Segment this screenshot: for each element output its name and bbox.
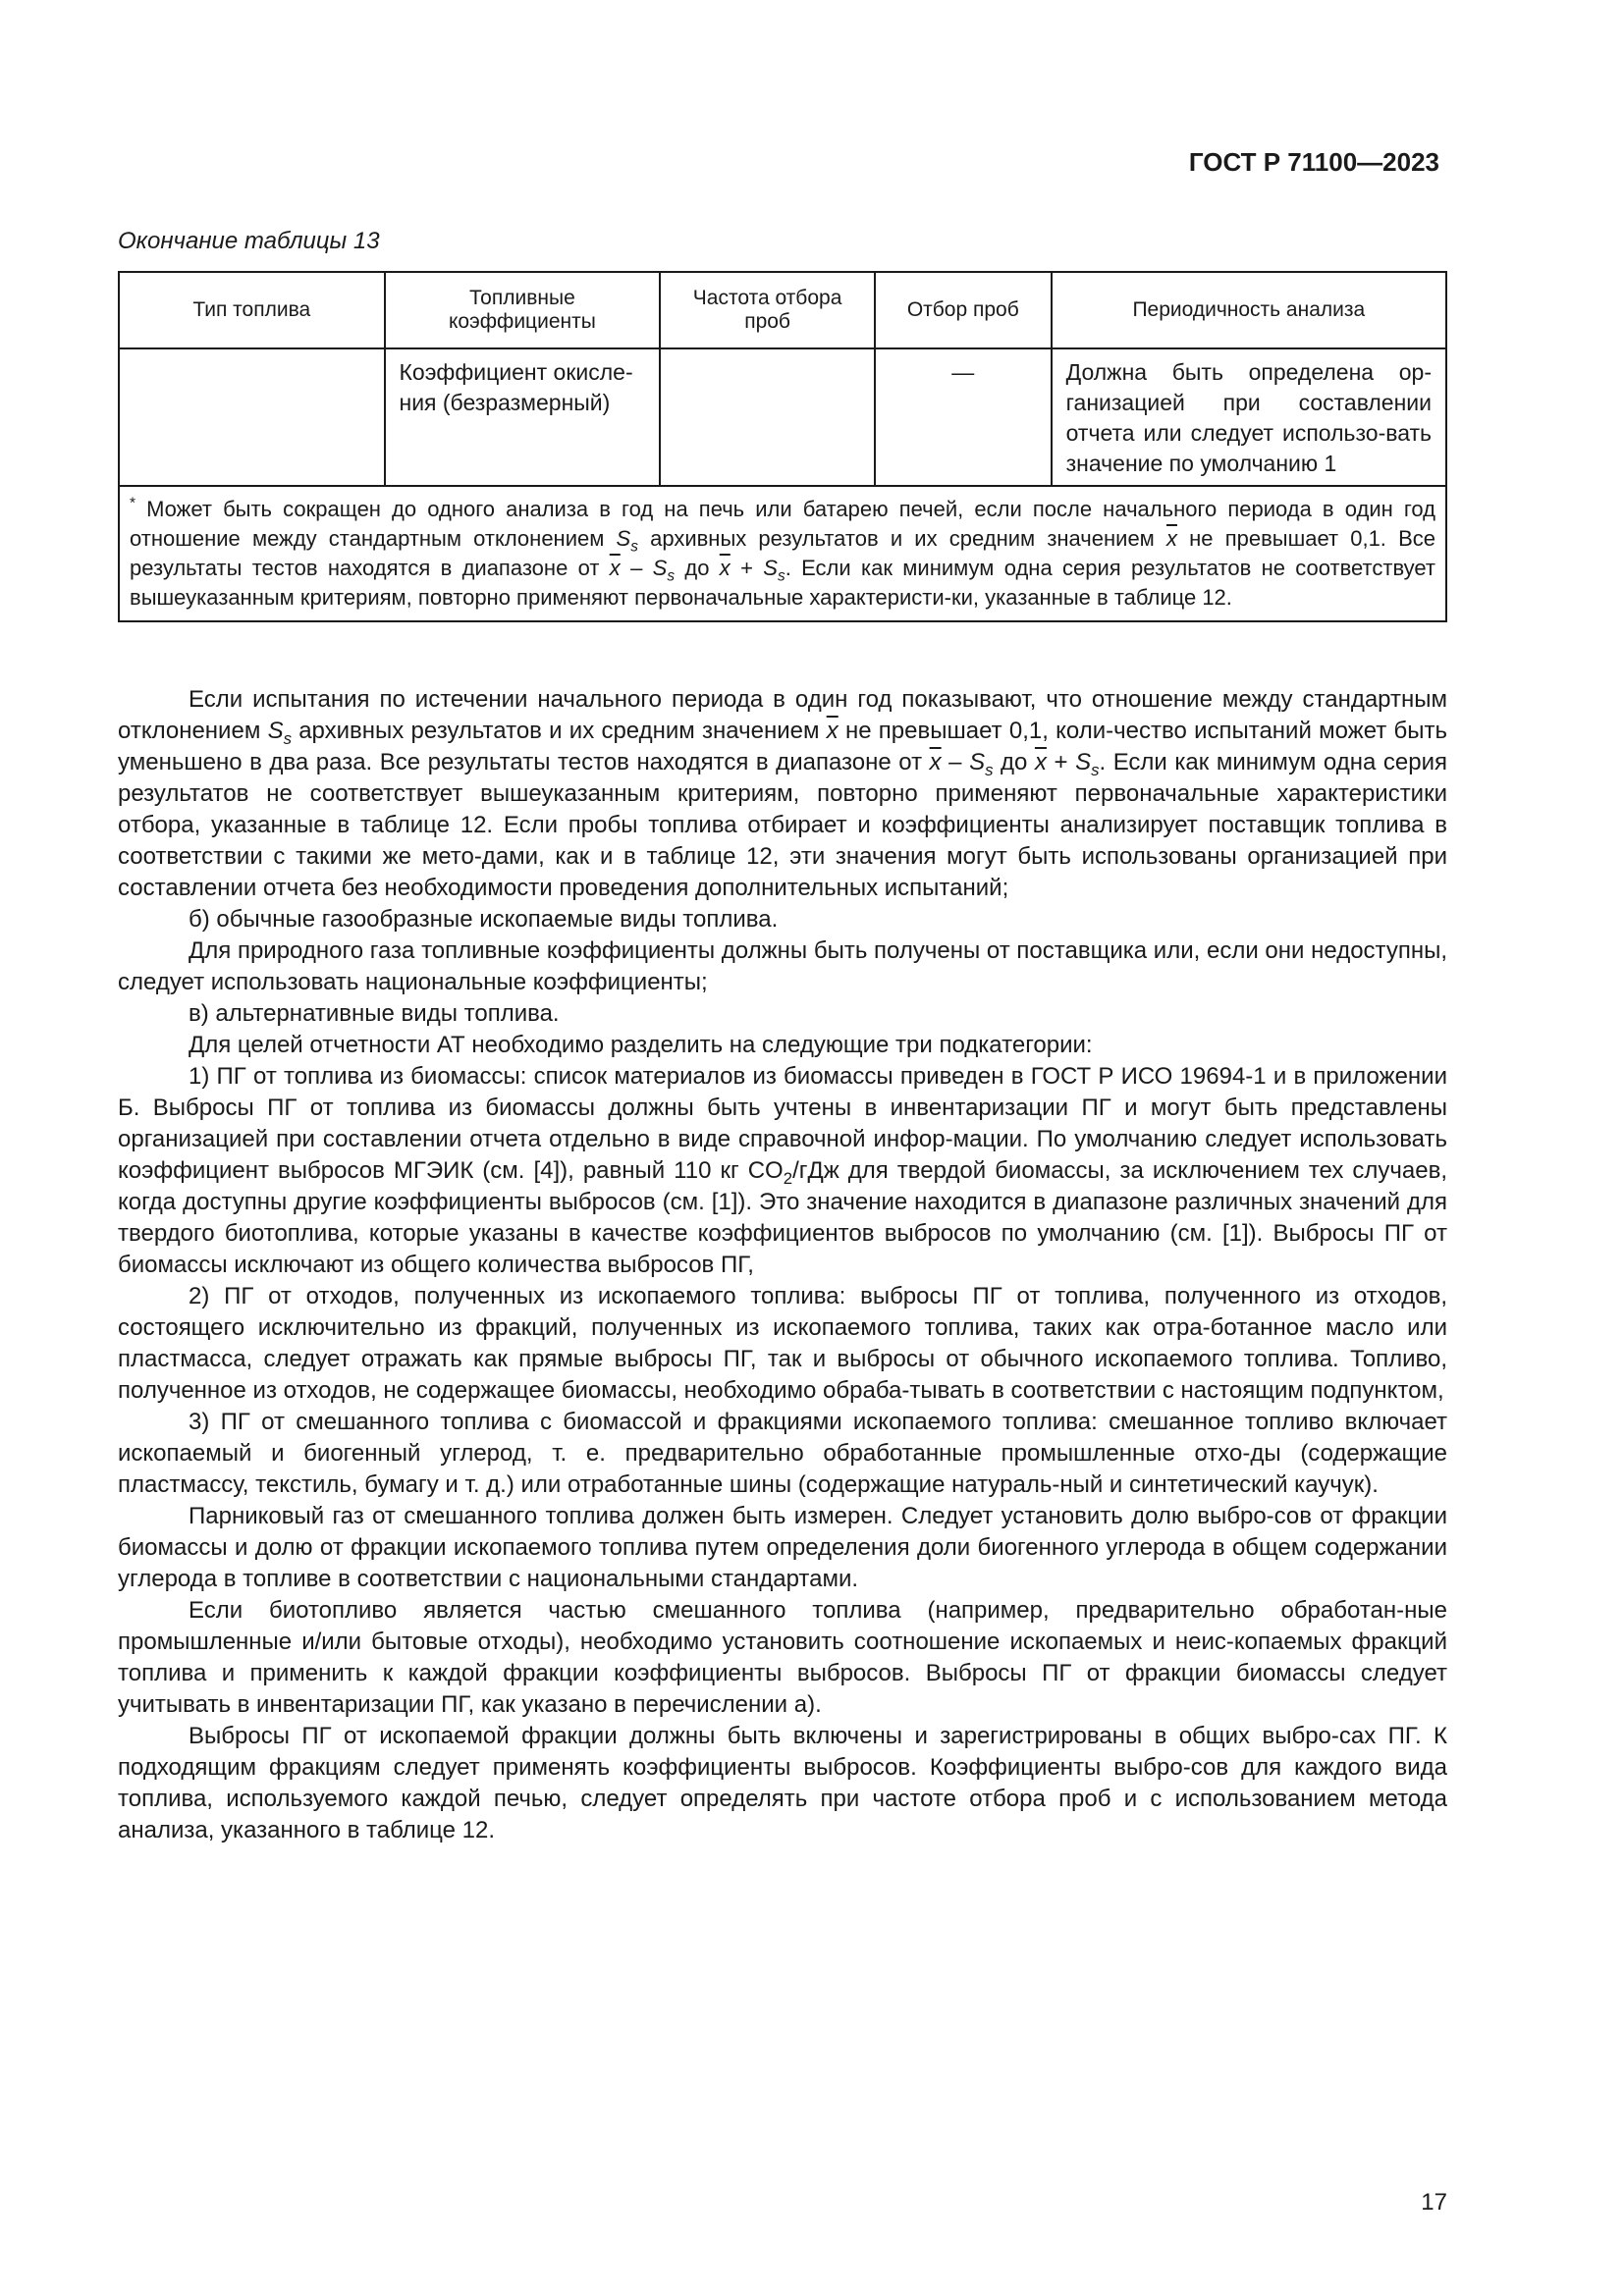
column-header-sampling: Отбор проб (875, 272, 1052, 348)
mean-symbol: $\overline{x}$ (719, 556, 731, 580)
table-row (119, 348, 1446, 486)
paragraph: 3) ПГ от смешанного топлива с биомассой и фракциями ископаемого топлива: смешанное топливо включает ископаемый и биогенный углерод, т. е. предварительно обработанные промышленные отхо-ды (содержащие пластмассу, текстиль, бумагу и т. д.) или отработанные шины (содержащие натураль-ный и синтетический каучук). (118, 1409, 1447, 1498)
co2-subscript: 2 (783, 1168, 793, 1188)
stddev-symbol: $S_s$ (763, 556, 785, 585)
footnote-marker: * (130, 495, 135, 512)
footnote-text: . Если как минимум одна серия результатов не соответствует вышеуказанным критериям, повторно применяют первоначальные характеристи-ки, указанные в таблице 12. (130, 556, 1436, 610)
table-caption: Окончание таблицы 13 (118, 228, 380, 254)
column-header-fuel-type: Тип топлива (119, 272, 385, 348)
cell-coefficient: Коэффициент окисле-ния (безразмерный) (385, 348, 661, 486)
mean-symbol: $\overline{x}$ (1165, 526, 1177, 551)
footnote-operator: – (620, 556, 653, 580)
mean-symbol: $\overline{x}$ (1034, 749, 1047, 775)
cell-sampling: — (875, 348, 1052, 486)
mean-symbol: $\overline{x}$ (609, 556, 621, 580)
footnote-text: не превышает 0,1. Все результаты тестов находятся в диапазоне от (130, 526, 1436, 580)
table-header-row (119, 272, 1446, 348)
column-header-periodicity: Периодичность анализа (1052, 272, 1446, 348)
footnote-operator: до (675, 556, 720, 580)
paragraph: б) обычные газообразные ископаемые виды топлива. (189, 906, 779, 933)
paragraph: Парниковый газ от смешанного топлива должен быть измерен. Следует установить долю выбро-сов от фракции биомассы и долю от фракции ископаемого топлива путем определения доли биогенного углерода в общем содержании углерода в топливе в соответствии с национальными стандартами. (118, 1503, 1447, 1592)
stddev-symbol: $S_s$ (969, 749, 994, 779)
paragraph: в) альтернативные виды топлива. (189, 1000, 560, 1027)
footnote-text: Может быть сокращен до одного анализа в год на печь или батарею печей, если после начального периода в один год отношение между стандартным отклонением (130, 497, 1435, 551)
stddev-symbol: $S_s$ (267, 718, 292, 748)
footnote-row (119, 486, 1446, 621)
stddev-symbol: $S_s$ (1075, 749, 1100, 779)
paragraph: Выбросы ПГ от ископаемой фракции должны быть включены и зарегистрированы в общих выбро-сах ПГ. К подходящим фракциям следует применять коэффициенты выбросов. Коэффициенты выбро-сов для каждого вида топлива, используемого каждой печью, следует определять при частоте отбора проб и с использованием метода анализа, указанного в таблице 12. (118, 1723, 1447, 1843)
cell-fuel-type (119, 348, 385, 486)
stddev-symbol: $S_s$ (652, 556, 676, 585)
paragraph: Для природного газа топливные коэффициенты должны быть получены от поставщика или, если они недоступны, следует использовать национальные коэффициенты; (118, 937, 1447, 995)
footnote-text: архивных результатов и их средним значением (637, 526, 1166, 551)
column-header-coefficients: Топливные коэффициенты (385, 272, 661, 348)
paragraph: Для целей отчетности АТ необходимо разделить на следующие три подкатегории: (189, 1032, 1093, 1058)
fuel-table (118, 271, 1447, 622)
paragraph: Если биотопливо является частью смешанного топлива (например, предварительно обработан-ные промышленные и/или бытовые отходы), необходимо установить соотношение ископаемых и неис-копаемых фракций топлива и применить к каждой фракции коэффициенты выбросов. Выбросы ПГ от фракции биомассы следует учитывать в инвентаризации ПГ, как указано в перечислении а). (118, 1597, 1447, 1718)
paragraph: 1) ПГ от топлива из биомассы: список материалов из биомассы приведен в ГОСТ Р ИСО 19694-1 и в приложении Б. Выбросы ПГ от топлива из биомассы должны быть учтены в инвентаризации ПГ и могут быть представлены организацией при составлении отчета отдельно в виде справочной инфор-мации. По умолчанию следует использовать коэффициент выбросов МГЭИК (см. [4]), равный 110 кг $CO_2$/гДж для твердой биомассы, за исключением тех случаев, когда доступны другие коэффициенты выбросов (см. [1]). Это значение находится в диапазоне различных значений для твердого биотоплива, которые указаны в качестве коэффициентов выбросов по умолчанию (см. [1]). Выбросы ПГ от биомассы исключают из общего количества выбросов ПГ, (118, 1063, 1448, 1278)
paragraph: 2) ПГ от отходов, полученных из ископаемого топлива: выбросы ПГ от топлива, полученного из отходов, состоящего исключительно из фракций, полученных из ископаемого топлива, таких как отра-ботанное масло или пластмасса, следует отражать как прямые выбросы ПГ, так и выбросы от обычного ископаемого топлива. Топливо, полученное из отходов, не содержащее биомассы, необходимо обраба-тывать в соответствии с настоящим подпунктом, (118, 1283, 1447, 1404)
document-code: ГОСТ Р 71100—2023 (1188, 147, 1439, 177)
mean-symbol: $\overline{x}$ (826, 718, 839, 744)
column-header-frequency: Частота отбора проб (660, 272, 875, 348)
body-text (118, 684, 1447, 1846)
cell-frequency (660, 348, 875, 486)
mean-symbol: $\overline{x}$ (929, 749, 942, 775)
cell-periodicity: Должна быть определена ор-ганизацией при составлении отчета или следует использо-вать значение по умолчанию 1 (1052, 348, 1446, 486)
paragraph: Если испытания по истечении начального периода в один год показывают, что отношение между стандартным отклонением $S_s$ архивных результатов и их средним значением $\overline{x}$ не превышает 0,1, коли-чество испытаний может быть уменьшено в два раза. Все результаты тестов находятся в диапазоне от $\overline{x} - S_s$ до $\overline{x} + S_s$. Если как минимум одна серия результатов не соответствует вышеуказанным критериям, повторно применяют первоначальные характеристики отбора, указанные в таблице 12. Если пробы топлива отбирает и коэффициенты анализирует поставщик топлива в соответствии с такими же мето-дами, как и в таблице 12, эти значения могут быть использованы организацией при составлении отчета без необходимости проведения дополнительных испытаний; (118, 686, 1448, 901)
table-footnote (119, 486, 1446, 621)
footnote-operator: + (730, 556, 764, 580)
stddev-symbol: $S_s$ (616, 526, 638, 556)
page-number: 17 (1421, 2189, 1447, 2216)
